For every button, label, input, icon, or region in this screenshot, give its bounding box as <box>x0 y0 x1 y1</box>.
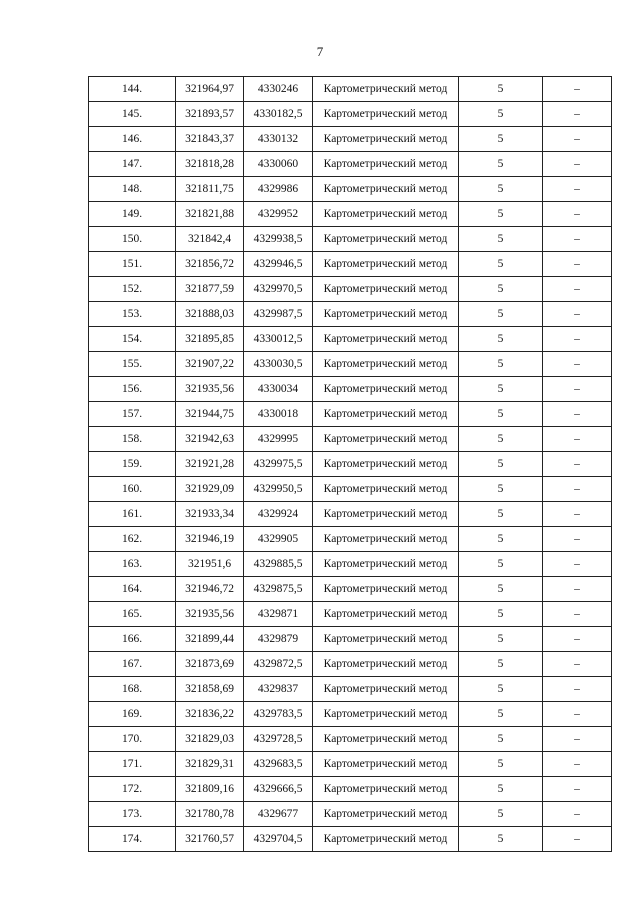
y-coordinate-cell: 4330030,5 <box>244 352 313 377</box>
y-coordinate-cell: 4329924 <box>244 502 313 527</box>
note-cell: – <box>543 77 612 102</box>
table-row <box>89 477 612 502</box>
method-cell: Картометрический метод <box>313 602 459 627</box>
accuracy-cell: 5 <box>459 727 543 752</box>
method-cell: Картометрический метод <box>313 227 459 252</box>
accuracy-cell: 5 <box>459 527 543 552</box>
table-row <box>89 277 612 302</box>
x-coordinate-cell: 321951,6 <box>176 552 244 577</box>
table-row <box>89 127 612 152</box>
accuracy-cell: 5 <box>459 327 543 352</box>
method-cell: Картометрический метод <box>313 202 459 227</box>
y-coordinate-cell: 4329987,5 <box>244 302 313 327</box>
method-cell: Картометрический метод <box>313 527 459 552</box>
point-number-cell: 148. <box>89 177 176 202</box>
table-row <box>89 727 612 752</box>
accuracy-cell: 5 <box>459 452 543 477</box>
coordinates-table <box>88 76 612 852</box>
y-coordinate-cell: 4329952 <box>244 202 313 227</box>
x-coordinate-cell: 321821,88 <box>176 202 244 227</box>
x-coordinate-cell: 321935,56 <box>176 602 244 627</box>
point-number-cell: 173. <box>89 802 176 827</box>
y-coordinate-cell: 4329872,5 <box>244 652 313 677</box>
accuracy-cell: 5 <box>459 677 543 702</box>
table-row <box>89 827 612 852</box>
note-cell: – <box>543 127 612 152</box>
y-coordinate-cell: 4330246 <box>244 77 313 102</box>
x-coordinate-cell: 321856,72 <box>176 252 244 277</box>
accuracy-cell: 5 <box>459 302 543 327</box>
y-coordinate-cell: 4330012,5 <box>244 327 313 352</box>
note-cell: – <box>543 677 612 702</box>
point-number-cell: 150. <box>89 227 176 252</box>
note-cell: – <box>543 377 612 402</box>
table-row <box>89 77 612 102</box>
point-number-cell: 165. <box>89 602 176 627</box>
method-cell: Картометрический метод <box>313 652 459 677</box>
point-number-cell: 161. <box>89 502 176 527</box>
y-coordinate-cell: 4330018 <box>244 402 313 427</box>
table-row <box>89 177 612 202</box>
accuracy-cell: 5 <box>459 127 543 152</box>
x-coordinate-cell: 321858,69 <box>176 677 244 702</box>
method-cell: Картометрический метод <box>313 352 459 377</box>
table-row <box>89 777 612 802</box>
note-cell: – <box>543 452 612 477</box>
y-coordinate-cell: 4329950,5 <box>244 477 313 502</box>
y-coordinate-cell: 4329905 <box>244 527 313 552</box>
x-coordinate-cell: 321829,31 <box>176 752 244 777</box>
y-coordinate-cell: 4329946,5 <box>244 252 313 277</box>
table-row <box>89 702 612 727</box>
method-cell: Картометрический метод <box>313 802 459 827</box>
point-number-cell: 166. <box>89 627 176 652</box>
y-coordinate-cell: 4330034 <box>244 377 313 402</box>
point-number-cell: 167. <box>89 652 176 677</box>
table-row <box>89 552 612 577</box>
note-cell: – <box>543 702 612 727</box>
table-row <box>89 377 612 402</box>
point-number-cell: 171. <box>89 752 176 777</box>
x-coordinate-cell: 321780,78 <box>176 802 244 827</box>
table-row <box>89 102 612 127</box>
method-cell: Картометрический метод <box>313 277 459 302</box>
note-cell: – <box>543 802 612 827</box>
accuracy-cell: 5 <box>459 477 543 502</box>
y-coordinate-cell: 4329871 <box>244 602 313 627</box>
accuracy-cell: 5 <box>459 402 543 427</box>
note-cell: – <box>543 577 612 602</box>
table-row <box>89 602 612 627</box>
table-row <box>89 402 612 427</box>
y-coordinate-cell: 4329879 <box>244 627 313 652</box>
x-coordinate-cell: 321842,4 <box>176 227 244 252</box>
x-coordinate-cell: 321877,59 <box>176 277 244 302</box>
y-coordinate-cell: 4329677 <box>244 802 313 827</box>
table-row <box>89 527 612 552</box>
method-cell: Картометрический метод <box>313 552 459 577</box>
accuracy-cell: 5 <box>459 202 543 227</box>
method-cell: Картометрический метод <box>313 77 459 102</box>
y-coordinate-cell: 4329970,5 <box>244 277 313 302</box>
accuracy-cell: 5 <box>459 827 543 852</box>
note-cell: – <box>543 477 612 502</box>
table-row <box>89 502 612 527</box>
accuracy-cell: 5 <box>459 102 543 127</box>
accuracy-cell: 5 <box>459 552 543 577</box>
table-row <box>89 802 612 827</box>
note-cell: – <box>543 752 612 777</box>
x-coordinate-cell: 321964,97 <box>176 77 244 102</box>
note-cell: – <box>543 327 612 352</box>
method-cell: Картометрический метод <box>313 377 459 402</box>
accuracy-cell: 5 <box>459 502 543 527</box>
point-number-cell: 155. <box>89 352 176 377</box>
accuracy-cell: 5 <box>459 427 543 452</box>
method-cell: Картометрический метод <box>313 177 459 202</box>
x-coordinate-cell: 321873,69 <box>176 652 244 677</box>
table-row <box>89 202 612 227</box>
x-coordinate-cell: 321818,28 <box>176 152 244 177</box>
point-number-cell: 170. <box>89 727 176 752</box>
x-coordinate-cell: 321811,75 <box>176 177 244 202</box>
y-coordinate-cell: 4329728,5 <box>244 727 313 752</box>
x-coordinate-cell: 321946,19 <box>176 527 244 552</box>
x-coordinate-cell: 321929,09 <box>176 477 244 502</box>
note-cell: – <box>543 427 612 452</box>
table-row <box>89 352 612 377</box>
point-number-cell: 146. <box>89 127 176 152</box>
note-cell: – <box>543 302 612 327</box>
point-number-cell: 156. <box>89 377 176 402</box>
method-cell: Картометрический метод <box>313 477 459 502</box>
x-coordinate-cell: 321944,75 <box>176 402 244 427</box>
note-cell: – <box>543 402 612 427</box>
note-cell: – <box>543 152 612 177</box>
note-cell: – <box>543 652 612 677</box>
accuracy-cell: 5 <box>459 802 543 827</box>
table-row <box>89 752 612 777</box>
note-cell: – <box>543 252 612 277</box>
accuracy-cell: 5 <box>459 252 543 277</box>
method-cell: Картометрический метод <box>313 777 459 802</box>
table-row <box>89 677 612 702</box>
method-cell: Картометрический метод <box>313 577 459 602</box>
point-number-cell: 168. <box>89 677 176 702</box>
x-coordinate-cell: 321893,57 <box>176 102 244 127</box>
table-row <box>89 427 612 452</box>
x-coordinate-cell: 321946,72 <box>176 577 244 602</box>
note-cell: – <box>543 552 612 577</box>
point-number-cell: 149. <box>89 202 176 227</box>
x-coordinate-cell: 321907,22 <box>176 352 244 377</box>
note-cell: – <box>543 777 612 802</box>
accuracy-cell: 5 <box>459 627 543 652</box>
note-cell: – <box>543 277 612 302</box>
table-row <box>89 227 612 252</box>
point-number-cell: 163. <box>89 552 176 577</box>
note-cell: – <box>543 502 612 527</box>
accuracy-cell: 5 <box>459 227 543 252</box>
accuracy-cell: 5 <box>459 152 543 177</box>
point-number-cell: 145. <box>89 102 176 127</box>
point-number-cell: 159. <box>89 452 176 477</box>
point-number-cell: 151. <box>89 252 176 277</box>
point-number-cell: 152. <box>89 277 176 302</box>
point-number-cell: 164. <box>89 577 176 602</box>
x-coordinate-cell: 321895,85 <box>176 327 244 352</box>
note-cell: – <box>543 827 612 852</box>
y-coordinate-cell: 4329666,5 <box>244 777 313 802</box>
note-cell: – <box>543 627 612 652</box>
point-number-cell: 153. <box>89 302 176 327</box>
y-coordinate-cell: 4329938,5 <box>244 227 313 252</box>
point-number-cell: 144. <box>89 77 176 102</box>
method-cell: Картометрический метод <box>313 152 459 177</box>
y-coordinate-cell: 4330132 <box>244 127 313 152</box>
x-coordinate-cell: 321921,28 <box>176 452 244 477</box>
method-cell: Картометрический метод <box>313 402 459 427</box>
accuracy-cell: 5 <box>459 277 543 302</box>
point-number-cell: 162. <box>89 527 176 552</box>
x-coordinate-cell: 321843,37 <box>176 127 244 152</box>
y-coordinate-cell: 4329704,5 <box>244 827 313 852</box>
accuracy-cell: 5 <box>459 77 543 102</box>
accuracy-cell: 5 <box>459 602 543 627</box>
table-row <box>89 327 612 352</box>
note-cell: – <box>543 352 612 377</box>
page-number: 7 <box>316 44 324 59</box>
note-cell: – <box>543 727 612 752</box>
accuracy-cell: 5 <box>459 577 543 602</box>
x-coordinate-cell: 321760,57 <box>176 827 244 852</box>
method-cell: Картометрический метод <box>313 302 459 327</box>
x-coordinate-cell: 321829,03 <box>176 727 244 752</box>
accuracy-cell: 5 <box>459 377 543 402</box>
method-cell: Картометрический метод <box>313 677 459 702</box>
method-cell: Картометрический метод <box>313 127 459 152</box>
x-coordinate-cell: 321899,44 <box>176 627 244 652</box>
accuracy-cell: 5 <box>459 752 543 777</box>
y-coordinate-cell: 4329995 <box>244 427 313 452</box>
note-cell: – <box>543 527 612 552</box>
x-coordinate-cell: 321942,63 <box>176 427 244 452</box>
table-row <box>89 577 612 602</box>
y-coordinate-cell: 4329875,5 <box>244 577 313 602</box>
method-cell: Картометрический метод <box>313 752 459 777</box>
method-cell: Картометрический метод <box>313 827 459 852</box>
table-row <box>89 627 612 652</box>
method-cell: Картометрический метод <box>313 627 459 652</box>
note-cell: – <box>543 602 612 627</box>
point-number-cell: 157. <box>89 402 176 427</box>
accuracy-cell: 5 <box>459 652 543 677</box>
method-cell: Картометрический метод <box>313 327 459 352</box>
y-coordinate-cell: 4330060 <box>244 152 313 177</box>
y-coordinate-cell: 4329683,5 <box>244 752 313 777</box>
y-coordinate-cell: 4329837 <box>244 677 313 702</box>
x-coordinate-cell: 321888,03 <box>176 302 244 327</box>
y-coordinate-cell: 4329885,5 <box>244 552 313 577</box>
method-cell: Картометрический метод <box>313 702 459 727</box>
method-cell: Картометрический метод <box>313 452 459 477</box>
method-cell: Картометрический метод <box>313 252 459 277</box>
table-row <box>89 152 612 177</box>
note-cell: – <box>543 102 612 127</box>
point-number-cell: 160. <box>89 477 176 502</box>
table-row <box>89 652 612 677</box>
x-coordinate-cell: 321933,34 <box>176 502 244 527</box>
point-number-cell: 174. <box>89 827 176 852</box>
table-row <box>89 252 612 277</box>
y-coordinate-cell: 4329783,5 <box>244 702 313 727</box>
note-cell: – <box>543 177 612 202</box>
coordinates-table-body <box>89 77 612 852</box>
point-number-cell: 147. <box>89 152 176 177</box>
y-coordinate-cell: 4330182,5 <box>244 102 313 127</box>
method-cell: Картометрический метод <box>313 427 459 452</box>
note-cell: – <box>543 202 612 227</box>
accuracy-cell: 5 <box>459 777 543 802</box>
x-coordinate-cell: 321836,22 <box>176 702 244 727</box>
table-row <box>89 452 612 477</box>
accuracy-cell: 5 <box>459 177 543 202</box>
y-coordinate-cell: 4329986 <box>244 177 313 202</box>
point-number-cell: 154. <box>89 327 176 352</box>
point-number-cell: 158. <box>89 427 176 452</box>
method-cell: Картометрический метод <box>313 727 459 752</box>
method-cell: Картометрический метод <box>313 102 459 127</box>
method-cell: Картометрический метод <box>313 502 459 527</box>
x-coordinate-cell: 321809,16 <box>176 777 244 802</box>
note-cell: – <box>543 227 612 252</box>
accuracy-cell: 5 <box>459 352 543 377</box>
accuracy-cell: 5 <box>459 702 543 727</box>
table-row <box>89 302 612 327</box>
point-number-cell: 169. <box>89 702 176 727</box>
point-number-cell: 172. <box>89 777 176 802</box>
x-coordinate-cell: 321935,56 <box>176 377 244 402</box>
y-coordinate-cell: 4329975,5 <box>244 452 313 477</box>
